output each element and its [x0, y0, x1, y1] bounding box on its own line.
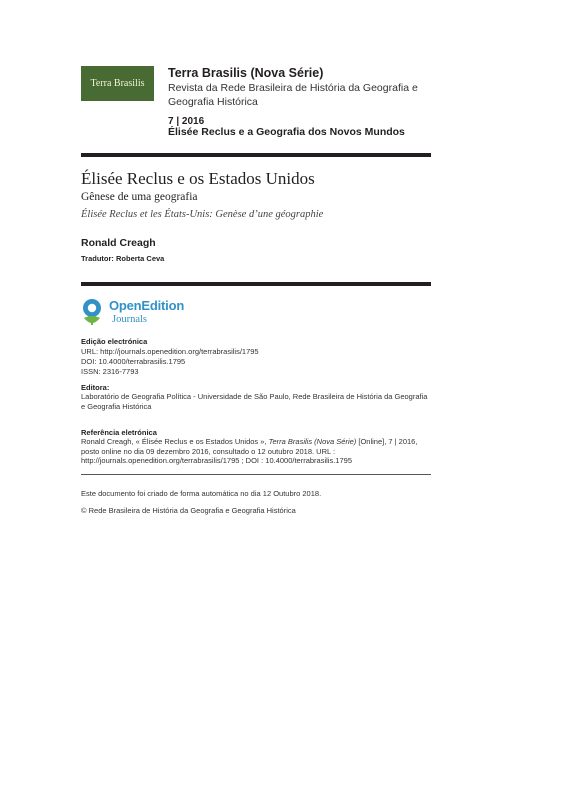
reference-prefix: Ronald Creagh, « Élisée Reclus e os Estados Unidos », [81, 437, 269, 446]
openedition-journals: Journals [112, 314, 147, 325]
reference-suffix: [Online], 7 | 2016, posto online no dia 09 dezembro 2016, consultado o 12 outubro 2018. URL : http://journals.openedition.org/terrabrasilis/1795 ; DOI : 10.4000/terrabrasilis.1795 [81, 437, 418, 465]
article-title-french: Élisée Reclus et les États-Unis: Genèse d’une géographie [81, 209, 324, 220]
translator-credit: Tradutor: Roberta Ceva [81, 254, 165, 263]
edition-issn: ISSN: 2316-7793 [81, 367, 139, 376]
reference-text [81, 437, 433, 466]
issue-number: 7 | 2016 [168, 116, 205, 127]
journal-subtitle: Revista da Rede Brasileira de História da Geografia e Geografia Histórica [168, 82, 418, 108]
copyright-note: © Rede Brasileira de História da Geografia e Geografia Histórica [81, 506, 296, 515]
journal-logo-text: Terra Brasilis [90, 78, 145, 89]
reference-heading: Referência eletrónica [81, 428, 157, 437]
electronic-edition-heading: Edição electrónica [81, 337, 148, 346]
edition-doi: DOI: 10.4000/terrabrasilis.1795 [81, 357, 186, 366]
edition-url[interactable]: URL: http://journals.openedition.org/terrabrasilis/1795 [81, 347, 259, 356]
publisher-heading: Editora: [81, 383, 110, 392]
article-title: Élisée Reclus e os Estados Unidos [81, 169, 315, 188]
journal-logo [81, 66, 154, 101]
generated-note: Este documento foi criado de forma automática no dia 12 Outubro 2018. [81, 489, 322, 498]
publisher-text: Laboratório de Geografia Política - Universidade de São Paulo, Rede Brasileira de História da Geografia e Geografia Histórica [81, 392, 428, 411]
reference-journal: Terra Brasilis (Nova Série) [268, 437, 357, 446]
author-name: Ronald Creagh [81, 237, 156, 249]
openedition-logo-icon [80, 298, 104, 328]
bottom-divider [81, 474, 431, 475]
openedition-name: OpenEdition [109, 298, 185, 313]
journal-title: Terra Brasilis (Nova Série) [168, 66, 324, 80]
top-divider [81, 153, 431, 157]
issue-title: Élisée Reclus e a Geografia dos Novos Mundos [168, 126, 405, 138]
article-subtitle: Gênese de uma geografia [81, 191, 198, 203]
middle-divider [81, 282, 431, 286]
